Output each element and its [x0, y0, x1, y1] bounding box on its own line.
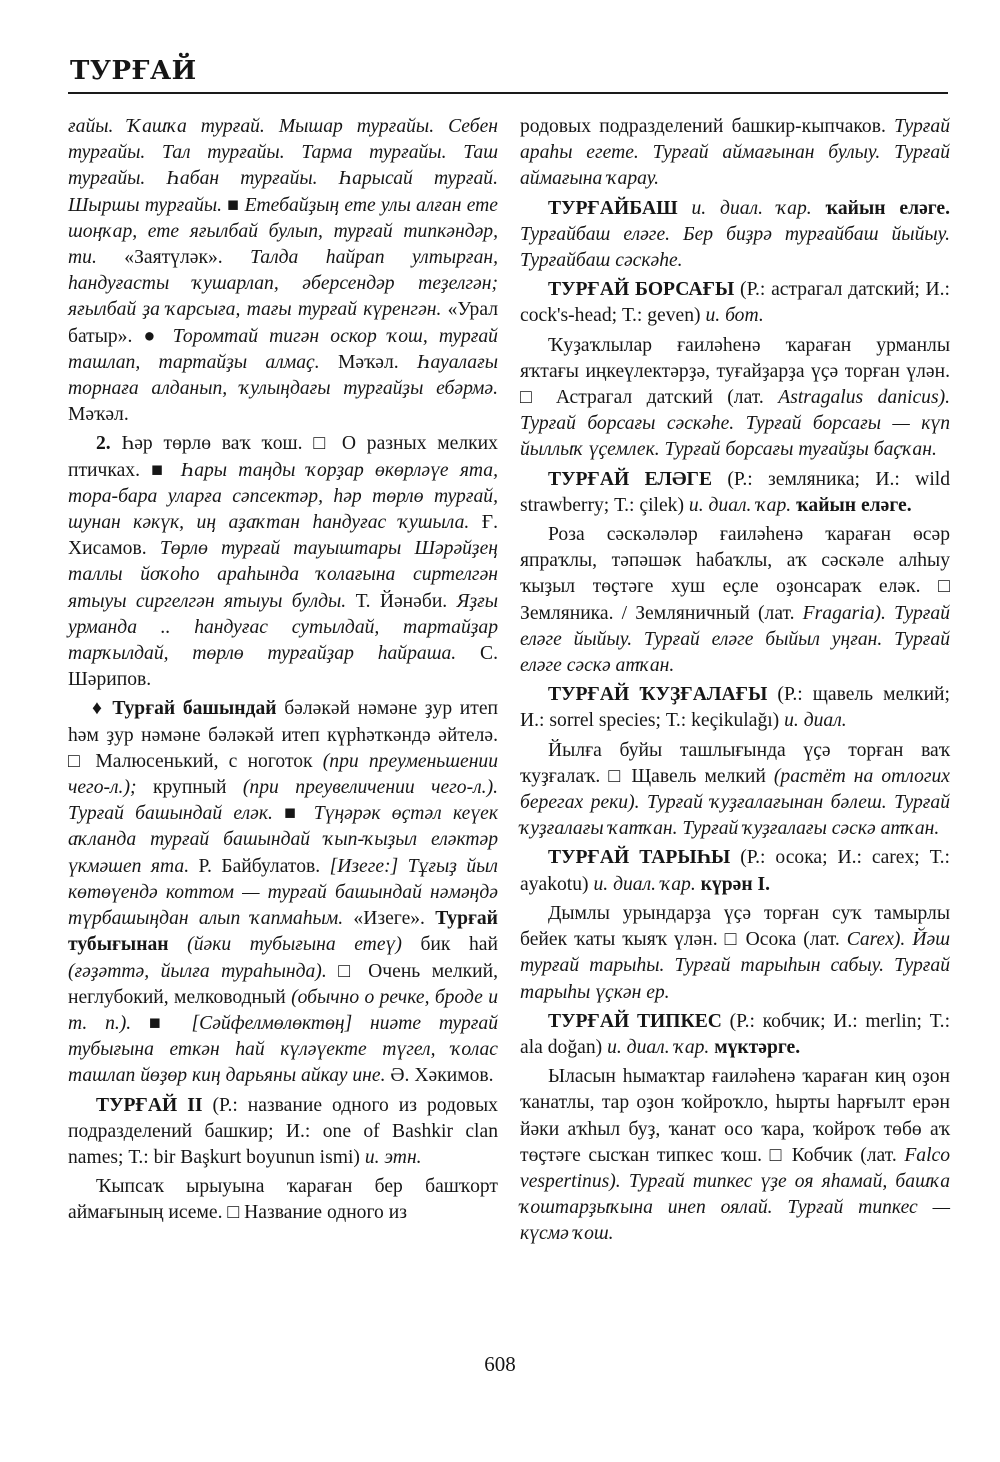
russian-translation: Кобчик (лат. — [791, 1144, 897, 1166]
example-text: Турғай борсағы сәскәһе. Турғай борсағы — күп йыллыҡ үҫемлек. Турғай борсағы туғайҙы баҫҡан. — [520, 413, 950, 461]
example-marker-square: ■ — [227, 194, 240, 216]
definition: Ҡыпсаҡ ырыуына ҡараған бер башҡорт аймағының исеме. — [68, 1176, 498, 1224]
translations: (Р.: кобчик; И.: merlin; Т.: ala doğan) — [520, 1010, 951, 1058]
entry-definition — [68, 1174, 498, 1226]
latin-name: Carex). — [846, 929, 906, 951]
entry-headword: ТУРҒАЙ II — [96, 1094, 203, 1116]
grammar-labels: и. диал. ҡар. — [691, 197, 812, 219]
source-citation: С. Шәрипов. — [68, 643, 498, 691]
running-head: ТУРҒАЙ — [70, 56, 197, 86]
entry-definition — [520, 901, 950, 1006]
cross-reference[interactable]: ҡайын еләге. — [796, 494, 912, 516]
source-citation: «Заятүләк». — [124, 247, 223, 269]
entry-turgay-taryhy — [520, 845, 950, 897]
usage-gloss: (при преувеличении чего-л.). — [242, 777, 498, 799]
phraseology-block — [68, 696, 498, 1089]
example-text: Яҙғы урманда .. һандуғас сутылдай, тартайҙар тарҡылдай, төрлө турғайҙар һайраша. — [68, 590, 499, 665]
entry-turgaybash — [520, 196, 950, 275]
grammar-labels: и. бот. — [705, 305, 764, 327]
example-text: Һары таңды ҡорҙар өкөрләүе ята, тора-бара уларға сәпсектәр, һәр төрлө турғай, шунан кәкүк, иң аҙаҡтан һандуғас ҡушыла. — [68, 459, 499, 534]
translations: (Р.: земляника; И.: wild strawberry; Т.: çilek) — [520, 468, 951, 516]
source-citation: «Изеге». — [353, 908, 425, 930]
usage-gloss: (йәки тубығына етеү) — [187, 934, 402, 956]
entry-turgay-elage — [520, 467, 950, 519]
source-citation: Ғ. Хисамов. — [68, 512, 498, 560]
entry-continuation — [520, 114, 950, 193]
russian-marker-box: □ — [313, 433, 332, 455]
usage-gloss: (ғәҙәттә, йылға тураһында). — [68, 960, 327, 982]
russian-marker-box: □ — [68, 750, 86, 772]
example-text: Турғайбаш еләге. Бер биҙрә турғайбаш йыйыу. Турғайбаш сәскәһе. — [520, 223, 950, 272]
entry-definition — [520, 738, 950, 843]
entry-definition — [520, 1064, 950, 1247]
entry-turgay-2 — [68, 1093, 498, 1172]
russian-marker-box: □ — [227, 1202, 240, 1224]
source-citation: Т. Йәнәби. — [355, 590, 448, 612]
latin-name: Fragaria). — [802, 602, 886, 624]
russian-translation: крупный — [152, 777, 227, 799]
russian-translation: Осока (лат. — [745, 929, 840, 951]
russian-translation: родовых подразделений башкир-кыпчаков. — [520, 116, 886, 137]
definition: бик һай — [420, 934, 498, 956]
proverb-marker-dot: ● — [143, 325, 162, 347]
entry-headword: ТУРҒАЙ ЕЛӘГЕ — [548, 468, 713, 490]
phrase-headword: Турғай башындай — [112, 698, 277, 720]
entry-definition — [520, 522, 950, 679]
entry-headword: ТУРҒАЙ ҠУҘҒАЛАҒЫ — [548, 684, 768, 706]
russian-translation: Очень мелкий, неглубокий, мелководный — [68, 960, 498, 1008]
cross-reference[interactable]: күрән I. — [700, 873, 771, 895]
example-marker-square: ■ — [284, 803, 303, 825]
translations: (Р.: осока; И.: carex; Т.: ayakotu) — [520, 847, 950, 895]
example-text: Һауалағы торнаға алданып, ҡулыңдағы турғайҙы ебәрмә. — [68, 351, 498, 400]
translations: (Р.: название одного из родовых подразделений башкир; И.: one of Bashkir clan names; Т.: bir Başkurt boyunun ismi) — [68, 1094, 498, 1168]
russian-translation: Земляника. / Земляничный (лат. — [520, 602, 795, 624]
definition: бәләкәй нәмәне ҙур итеп һәм ҙур нәмәне бәләкәй итеп күрһәткәндә әйтелә. — [68, 698, 499, 746]
definition: Ыласын һымаҡтар ғаиләһенә ҡараған киң оҙон ҡанатлы, тар оҙон ҡойроҡло, һырты һарғылт ерән йәки аҡһыл буҙ, ҡанат осо ҡара, ҡойроҡ төбө аҡ төҫтәге сысҡан типкес ҡош. — [520, 1066, 950, 1166]
grammar-labels: и. диал. ҡар. — [607, 1036, 710, 1058]
phrase-headword: Турғай тубығынан — [68, 908, 498, 956]
russian-translation: Малюсенький, с ноготок — [95, 750, 313, 772]
cross-reference[interactable]: ҡайын еләге. — [825, 197, 951, 219]
source-citation: Ә. Хәкимов. — [390, 1065, 494, 1087]
sense-2 — [68, 431, 498, 693]
entry-headword: ТУРҒАЙ ТАРЫҺЫ — [548, 847, 731, 869]
entry-headword: ТУРҒАЙБАШ — [548, 197, 678, 219]
phraseology-diamond: ♦ — [92, 698, 105, 720]
entry-headword: ТУРҒАЙ БОРСАҒЫ — [548, 279, 735, 301]
example-text: Турғай араһы егете. Турғай аймағынан булыу. Турғай аймағына ҡарау. — [520, 116, 950, 190]
example-text: Төрлө турғай тауыштары Шәрәйҙең таллы йоҡоһо араһында ҡолағына сиртелгән ятыуы сиргелгән ятыуы булды. — [68, 538, 498, 612]
russian-translation: О разных мелких птичках. — [68, 433, 498, 481]
entry-turgay-tipkes — [520, 1009, 950, 1061]
definition: Һәр төрлө ваҡ ҡош. — [121, 433, 303, 455]
entry-turgay-borsagy — [520, 277, 950, 329]
example-text: Турғай типкес үҙе оя яһамай, башҡа ҡоштарҙыҡына инеп оялай. Турғай типкес — күсмә ҡош. — [520, 1170, 950, 1245]
grammar-labels: и. диал. ҡар. — [688, 494, 792, 516]
sense-number: 2. — [96, 433, 111, 455]
latin-name: Astragalus danicus). — [778, 387, 950, 409]
grammar-labels: и. диал. — [784, 710, 847, 732]
example-marker-square: ■ — [149, 1012, 174, 1034]
example-text: [Сәйфелмөлөктөң] ниәте турғай тубығына еткән һай күләүекте түгел, ҡолас ташлап йөҙөр киң дарьяны айкау ине. — [68, 1012, 498, 1087]
translations: (Р.: астрагал датский; И.: cock's-head; Т.: geven) — [520, 279, 950, 327]
russian-marker-box: □ — [520, 387, 542, 409]
example-text: Талда һайрап ултырған, һандуғасты ҡушарлап, әберсендәр теҙелгән; яғылбай ҙа ҡарсыға, тағы турғай күренгән. — [68, 247, 498, 321]
usage-gloss: (при преуменьшении чего-л.); — [68, 750, 499, 799]
russian-translation: Название одного из — [244, 1202, 407, 1224]
russian-translation: Астрагал датский (лат. — [555, 387, 764, 409]
source-citation: Мәҡәл. — [337, 351, 399, 373]
usage-gloss: (растёт на отлогих берегах реки). — [520, 765, 951, 814]
entry-definition — [520, 333, 950, 464]
grammar-labels: и. этн. — [364, 1146, 422, 1168]
page-number: 608 — [484, 1352, 516, 1376]
example-text: Торомтай тигән оскор ҡош, турғай ташлап, тартайҙы алмаҫ. — [68, 325, 498, 373]
example-text: Етебайҙың ете улы алған ете шоңҡар, ете яғылбай булып, турғай типкәндәр, ти. — [68, 194, 498, 269]
russian-marker-box: □ — [338, 960, 357, 982]
russian-marker-box: □ — [769, 1144, 785, 1166]
usage-gloss: (обычно о речке, броде и т. п.). — [68, 986, 498, 1034]
entry-turgay-kuzgalagy — [520, 682, 950, 734]
example-text: Түңәрәк өҫтәл кеүек аҡланда турғай башындай ҡып-ҡыҙыл еләктәр үкмәшеп ята. — [68, 803, 499, 877]
latin-name: Falco vespertinus). — [520, 1144, 951, 1192]
source-citation: Р. Байбулатов. — [198, 855, 321, 877]
russian-marker-box: □ — [608, 765, 624, 787]
definition: Ҡуҙаҡлылар ғаиләһенә ҡараған урманлы яҡтағы иңкеүлектәрҙә, туғайҙарҙа үҫә торған үлән. — [520, 334, 950, 382]
entry-headword: ТУРҒАЙ ТИПКЕС — [548, 1010, 722, 1032]
example-text: Турғай еләге йыйыу. Турғай еләге быйыл уңған. Турғай еләге сәскә атҡан. — [520, 602, 951, 677]
example-text: Турғай башындай еләк. — [68, 803, 273, 825]
translations: (Р.: щавель мелкий; И.: sorrel species; Т.: keçikulağı) — [520, 684, 950, 732]
definition: Дымлы урындарҙа үҫә торған суҡ тамырлы бейек ҡаты ҡыяҡ үлән. — [520, 902, 950, 951]
definition: Роза сәскәләләр ғаиләһенә ҡараған өсәр япраҡлы, тәпәшәк һабаҡлы, аҡ сәскәле алһыу ҡыҙыл төҫтәге хуш еҫле оҙонсараҡ еләк. — [520, 524, 950, 598]
header-rule — [68, 92, 948, 94]
russian-marker-box: □ — [938, 576, 950, 598]
example-text: [Изеге:] Тұғыҙ йыл көтөүендә коттом — турғай башындай нәмәңдә түрбашыңдан алып ҡапмаһым. — [68, 855, 498, 930]
example-marker-square: ■ — [151, 459, 170, 481]
cross-reference[interactable]: мүктәрге. — [714, 1036, 801, 1058]
russian-translation: Щавель мелкий — [631, 765, 766, 787]
example-text: ғайы. Ҡашҡа турғай. Мышар турғайы. Себен турғайы. Тал турғайы. Тарма турғайы. Таш турғайы. Һабан турғайы. Һарысай турғай. Шыршы турғайы. — [68, 116, 498, 216]
entry-continuation-examples — [68, 114, 498, 428]
left-column — [68, 114, 498, 1230]
source-citation: «Урал батыр». — [68, 299, 498, 347]
grammar-labels: и. диал. ҡар. — [593, 873, 696, 895]
example-text: Турғай ҡуҙғалағынан бәлеш. Турғай ҡуҙғалағы ҡатҡан. Турғай ҡуҙғалағы сәскә атҡан. — [520, 792, 950, 840]
definition: Йылға буйы ташлығында үҫә торған ваҡ ҡуҙғалаҡ. — [520, 739, 950, 787]
russian-marker-box: □ — [724, 929, 739, 951]
example-text: Йәш турғай тарыһы. Турғай тарыһын сабыу. Турғай тарыһы үҫкән ер. — [520, 929, 951, 1003]
source-citation: Мәҡәл. — [68, 404, 129, 426]
right-column — [520, 114, 950, 1251]
